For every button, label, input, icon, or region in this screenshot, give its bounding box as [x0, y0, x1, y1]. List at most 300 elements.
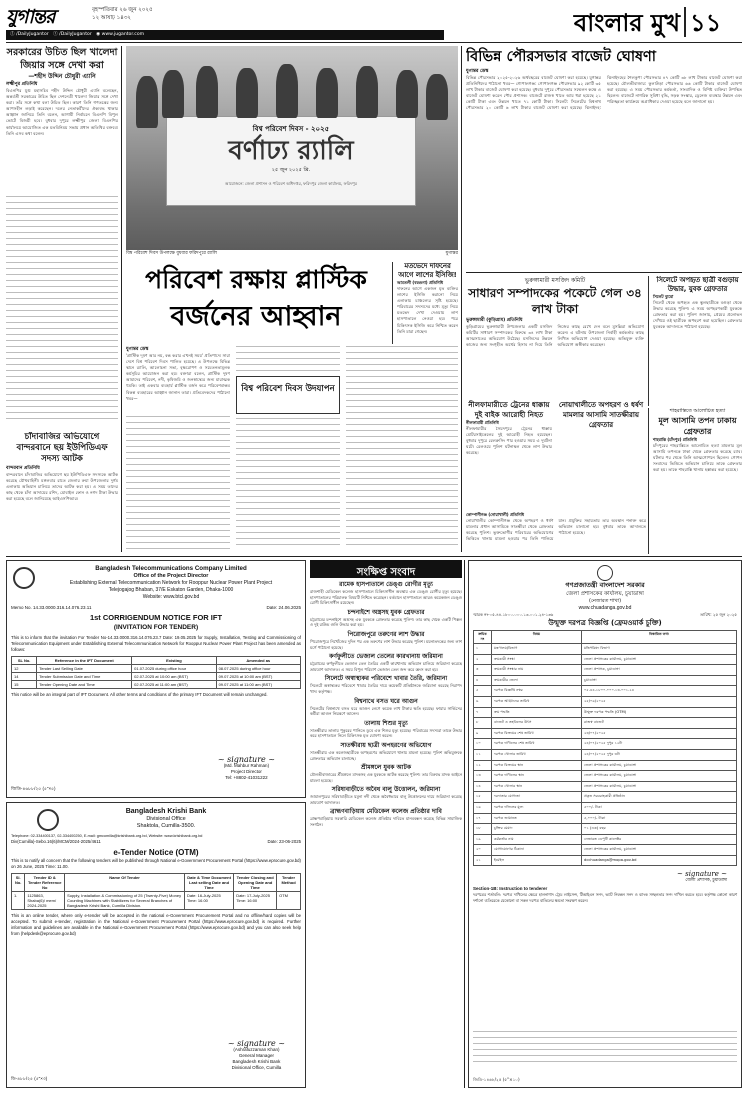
- arrest-source: বান্দরবান প্রতিনিধি: [6, 466, 40, 471]
- table-row: [474, 696, 737, 707]
- mosque-body: কুড়িগ্রামের ভুরুঙ্গামারী উপজেলার একটি মসজিদ কমিটির সাধারণ সম্পাদকের বিরুদ্ধে ৩৪ লাখ টাকা আত্মসাতের অভিযোগ উঠেছে। মসজিদের উন্নয়ন কাজের জন্য সংগৃহীত অর্থের হিসাব না দিয়ে তিনি নিজের কাছে রেখে দেন বলে মুসল্লিরা অভিযোগ করেন। এ ঘটনায় উপজেলা নির্বাহী কর্মকর্তার কাছে লিখিত অভিযোগ দেওয়া হয়েছে। অভিযুক্ত ব্যক্তি অভিযোগ অস্বীকার করেছেন।: [466, 324, 644, 348]
- table-row: [474, 834, 737, 845]
- brief-item-headline: কর্ণফুলীতে ভেজাল তেলের কারখানায় জরিমানা: [329, 653, 443, 661]
- table-cell: দরদাতার যোগ্যতা: [492, 792, 582, 803]
- table-cell: দরপত্র বিক্রয়ের শেষ তারিখ: [492, 728, 582, 739]
- table-cell: ১৮: [474, 824, 492, 835]
- table-cell: ০৫.৪৪.১৮০০.০০০.১৩.০০১.২৪: [582, 686, 737, 697]
- table-cell: ৫,০০০/- টাকা: [582, 813, 737, 824]
- abduct-headline: নোয়াখালীতে অপহরণ ও ধর্ষণ মামলার আসামি সাতক্ষীরায় গ্রেফতার: [558, 401, 644, 429]
- bkb-sign-title: General Manager: [238, 1053, 274, 1058]
- table-cell: দরপত্র দাখিলের স্থান: [492, 771, 582, 782]
- gov-table: [473, 630, 737, 866]
- table-cell: Tender Opening Date and Time: [37, 681, 132, 689]
- twitter-icon: ⓣ: [53, 32, 58, 37]
- social-strip: [6, 30, 444, 40]
- table-cell: ক্রয়কারী সংস্থার নাম: [492, 665, 582, 676]
- brief-item-body: সিলেটে অস্বাস্থ্যকর পরিবেশে খাবার তৈরির দায়ে কয়েকটি প্রতিষ্ঠানকে জরিমানা করেছে নিরাপদ খাদ্য কর্তৃপক্ষ।: [310, 683, 462, 694]
- table-row: [474, 665, 737, 676]
- gov-memo: স্মারক নং-০৫.৪৪.১৮০০.০০০.১৩.০০১.২৪-১৩৬: [473, 612, 554, 617]
- brief-item-headline: সাতক্ষীরায় ছাত্রী অপহরণের অভিযোগ: [340, 741, 432, 749]
- table-row: [474, 739, 737, 750]
- person-3: [196, 66, 218, 118]
- brief-item-headline: পিরোজপুরে তরুণের লাশ উদ্ধার: [347, 630, 425, 638]
- list-item: [310, 581, 462, 606]
- table-row: [12, 673, 301, 681]
- table-cell: জেলা প্রশাসকের কার্যালয়, চুয়াডাঙ্গা: [582, 760, 737, 771]
- table-row: [474, 718, 737, 729]
- top-photo: [126, 46, 458, 258]
- bkb-th: Sl. No.: [12, 874, 25, 892]
- table-cell: চুয়াডাঙ্গা: [582, 675, 737, 686]
- rally-banner: [166, 116, 416, 206]
- bkb-th: Tender Closing and Opening Date and Time: [234, 874, 277, 892]
- brief-list: [310, 581, 462, 828]
- shahrasti-story: [648, 408, 742, 554]
- brief-item-headline: চন্দনাইশে অস্ত্রসহ যুবক গ্রেফতার: [347, 608, 425, 616]
- table-cell: 12: [12, 665, 37, 673]
- table-cell: ১১: [474, 749, 492, 760]
- list-item: [310, 808, 462, 827]
- bkb-table: [11, 873, 301, 910]
- date-bn-2: ১২ আষাঢ় ১৪৩২: [92, 15, 131, 21]
- caption-credit: যুগান্তর: [445, 251, 458, 256]
- rescue-source: সিলেট ব্যুরো: [653, 294, 674, 299]
- main-body: 'প্লাস্টিক দূষণ আর নয়, বন্ধ করার এখনই সময়' প্রতিপাদ্যে সারা দেশে বিশ্ব পরিবেশ দিবস পালিত হয়েছে। এ উপলক্ষে বিভিন্ন স্থানে র‌্যালি, আলোচনা সভা, বৃক্ষরোপণ ও সচেতনতামূলক কর্মসূচির আয়োজন করা হয়। বক্তারা বলেন, প্লাস্টিক দূষণ আমাদের পরিবেশ, নদী, কৃষিজমি ও জনস্বাস্থ্যের জন্য মারাত্মক হুমকি। তাই একবার ব্যবহার্য প্লাস্টিক বর্জন করে পরিবেশবান্ধব বিকল্প ব্যবহারের আহ্বান জানান তারা। প্রতিবেদকদের পাঠানো খবর—: [126, 353, 230, 401]
- train-source: নীলফামারী প্রতিনিধি: [466, 420, 499, 425]
- ecg-source: আমতলী (বরগুনা) প্রতিনিধি: [397, 280, 444, 285]
- quote-body: বিএনপির যুগ্ম মহাসচিব শহীদ উদ্দিন চৌধুরী এ্যানি বলেছেন, অন্তর্বর্তী সরকারের উচিত ছিল দেশনেত্রী খালেদা জিয়ার সঙ্গে দেখা করা। তাঁর সঙ্গে কথা বলা উচিত ছিল। কারণ তিনি গণতন্ত্রের জন্য আপসহীন লড়াই করেছেন। দলের নেতাকর্মীদের ঐক্যবদ্ধ থাকার আহ্বান জানিয়ে তিনি বলেন, আগামী নির্বাচনে বিএনপি বিপুল ভোটে বিজয়ী হবে। বুধবার দুপুরে লক্ষ্মীপুর জেলা বিএনপির কার্যালয়ে আয়োজিত এক মতবিনিময় সভায় প্রধান অতিথির বক্তব্যে তিনি এসব কথা বলেন।: [6, 88, 118, 136]
- bkb-intro: This is to notify all concern that the following tenders will be published through National e-Government Procurement Portal (https://www.eprocure.gov.bd) on 26 June, 2025 Time: 11.00.: [11, 858, 301, 869]
- list-item: [310, 675, 462, 694]
- ecg-body: দাফনের আগে একজন মৃত ব্যক্তির লাশের ইসিজি করানো নিয়ে এলাকায় চাঞ্চল্যের সৃষ্টি হয়েছে। পরিবারের সদস্যদের মধ্যে মৃত্যু নিয়ে মতভেদ দেখা দেওয়ায় লাশ হাসপাতালে নেওয়া হয়। পরে চিকিৎসক ইসিজি করে নিশ্চিত করেন তিনি মারা গেছেন।: [397, 286, 458, 334]
- btcl-website[interactable]: Website: www.btcl.gov.bd: [142, 594, 200, 600]
- table-row: [12, 681, 301, 689]
- section-banner: [470, 3, 742, 40]
- mosque-source: ভুরুঙ্গামারী (কুড়িগ্রাম) প্রতিনিধি: [466, 318, 523, 323]
- person-9: [426, 74, 448, 120]
- photo-caption: [126, 250, 458, 258]
- table-cell: ২: [474, 654, 492, 665]
- rescue-headline: সিলেটে অপহৃত ছাত্রী বগুড়ায় উদ্ধার, যুবক গ্রেফতার: [656, 276, 739, 293]
- btcl-memo: Memo No. 14.33.0000.316.14.076.23.11: [11, 605, 92, 610]
- table-cell: 14: [12, 673, 37, 681]
- list-item: [310, 742, 462, 761]
- btcl-th: SL No.: [12, 657, 37, 665]
- brief-item-body: চট্টগ্রামের কর্ণফুলীতে ভেজাল তেল তৈরির একটি কারখানায় অভিযান চালিয়ে জরিমানা করেছে ভ্রাম্যমাণ আদালত। এ সময় বিপুল পরিমাণ ভেজাল তেল জব্দ করে ধ্বংস করা হয়।: [310, 661, 462, 672]
- table-cell: দরপত্র বিজ্ঞপ্তি নম্বর: [492, 686, 582, 697]
- bkb-th: Tender Method: [277, 874, 301, 892]
- main-headline: [126, 262, 386, 342]
- masthead-date: [92, 6, 222, 26]
- table-cell: মন্ত্রণালয়/বিভাগ: [492, 644, 582, 655]
- shahrasti-source: শাহরাস্তি (চাঁদপুর) প্রতিনিধি: [653, 437, 697, 442]
- brief-item-body: সিলেটের বিশ্বনাথে বসত ঘরে আগুন লেগে কয়েক লাখ টাকার ক্ষতি হয়েছে। ফায়ার সার্ভিসের কর্মীরা আগুন নিয়ন্ত্রণে আনেন।: [310, 705, 462, 717]
- table-cell: 09.07.2025 at 11:00 am (BST): [216, 681, 300, 689]
- banner-org: আয়োজনে: জেলা প্রশাসন ও পরিবেশ অধিদপ্তর, ফরিদপুর জেলা কার্যালয়, ফরিদপুর: [225, 181, 357, 186]
- table-cell: 08.07.2025 during office hour: [216, 665, 300, 673]
- main-headline-line-1: পরিবেশ রক্ষায় প্লাস্টিক: [145, 265, 367, 294]
- table-cell: 1125863, Shaba(6)/ mem/ 2024-2025: [25, 892, 65, 910]
- table-cell: ২৫/০৬/২০২৫: [582, 696, 737, 707]
- logo-text: যুগান্তর: [6, 6, 55, 27]
- brief-item-headline: সরিষাবাড়ীতে অবৈধ বালু উত্তোলন, জরিমানা: [331, 786, 441, 794]
- bkb-sign-name: (Ashrafuzzaman Khan): [233, 1047, 280, 1052]
- main-box-text: বিশ্ব পরিবেশ দিবস উদযাপন: [241, 384, 335, 394]
- facebook-icon: ⓕ: [10, 32, 15, 37]
- table-cell: ১৪: [474, 781, 492, 792]
- table-cell: ৫: [474, 686, 492, 697]
- brief-news: [310, 560, 462, 1088]
- table-cell: Supply, Installation & Commissioning of 25 (Twenty-Five) Money Counting Machines with Stabilizers for Several Branches of Bangladesh Krishi Bank, Cumilla Division.: [65, 892, 185, 910]
- brief-title: সংক্ষিপ্ত সংবাদ: [356, 567, 416, 578]
- budget-headline: বিভিন্ন পৌরসভার বাজেট ঘোষণা: [466, 48, 656, 65]
- btcl-note: This notice will be an integral part of IFT Document. All other terms and conditions of the primary IFT Document will remain unchanged.: [11, 692, 268, 697]
- abduct-source: কোম্পানীগঞ্জ (নোয়াখালী) প্রতিনিধি: [466, 512, 525, 517]
- quote-headline: সরকারের উচিত ছিল খালেদা জিয়ার সঙ্গে দেখা করা: [6, 47, 118, 71]
- masthead-logo: [6, 3, 90, 27]
- train-body: নীলফামারীর সৈয়দপুরে ট্রেনের ধাক্কায় মোটরসাইকেলের দুই আরোহী নিহত হয়েছেন। বুধবার দুপুরে রেলক্রসিং পার হওয়ার সময় এ দুর্ঘটনা ঘটে। রেলওয়ে পুলিশ ঘটনাস্থল থেকে লাশ উদ্ধার করেছে।: [466, 426, 552, 456]
- quote-source: লক্ষ্মীপুর প্রতিনিধি: [6, 82, 38, 87]
- brief-item-headline: বিশ্বনাথে বসত ঘরে আগুন: [354, 697, 418, 705]
- table-cell: ইমেইল: [492, 855, 582, 866]
- btcl-table: [11, 656, 301, 689]
- gov-th: বিস্তারিত তথ্য: [582, 631, 737, 644]
- brief-item-body: সাতক্ষীরার তালায় পুকুরের পানিতে ডুবে এক শিশুর মৃত্যু হয়েছে। পরিবারের সদস্যরা তাকে উদ্ধার করে হাসপাতালে নিলে চিকিৎসক মৃত ঘোষণা করেন।: [310, 727, 462, 739]
- shahrasti-body: চাঁদপুরের শাহরাস্তিতে আলোচিত হত্যা মামলার মূল আসামি তপনকে ঢাকা থেকে গ্রেফতার করেছে র‌্যাব। ঘটনার পর থেকে তিনি আত্মগোপনে ছিলেন। গোপন সংবাদের ভিত্তিতে অভিযান চালিয়ে তাকে গ্রেফতার করা হয়। তাকে শাহরাস্তি থানায় হস্তান্তর করা হয়েছে।: [653, 443, 742, 473]
- table-cell: 09.07.2025 at 10:00 am (BST): [216, 673, 300, 681]
- gov-th: বিষয়: [492, 631, 582, 644]
- gov-instructions: দরপত্রের শর্তাবলি: দরপত্র দাখিলের ক্ষেত্রে হালনাগাদ ট্রেড লাইসেন্স, টিআইএন সনদ, ভ্যাট নিবন্ধন সনদ ও ব্যাংক সচ্ছলতার সনদ দাখিল করতে হবে। কর্তৃপক্ষ কোনো কারণ দর্শানো ব্যতিরেকে যেকোনো বা সকল দরপত্র বাতিলের ক্ষমতা সংরক্ষণ করেন।: [473, 892, 737, 903]
- bkb-office: Divisional Office: [146, 816, 186, 822]
- btcl-office: Office of the Project Director: [133, 573, 209, 579]
- social-handle-2[interactable]: /DailyJugantor: [59, 32, 92, 37]
- table-cell: ১৩: [474, 771, 492, 782]
- table-cell: বাজেট ও তহবিলের উৎস: [492, 718, 582, 729]
- btcl-ad: [6, 560, 306, 798]
- btcl-th: Reference in the IFT Document: [37, 657, 132, 665]
- table-cell: ১৫: [474, 792, 492, 803]
- bkb-signature: ~ signature ~: [227, 1039, 285, 1048]
- main-body-col-3: [346, 346, 458, 550]
- gov-line-1: গণপ্রজাতন্ত্রী বাংলাদেশ সরকার: [565, 581, 645, 589]
- bkb-ref: Div(Cumilla)-Sebo.16(6)/MCM/2024-2025/4611: [11, 839, 101, 844]
- gov-signature: ~ signature ~: [677, 870, 727, 879]
- table-cell: ১৯: [474, 834, 492, 845]
- gov-tender: [468, 560, 742, 1088]
- main-headline-line-2: বর্জনের আহ্বান: [170, 301, 342, 332]
- table-cell: প্রকৃত সরবরাহকারী প্রতিষ্ঠান: [582, 792, 737, 803]
- banner-big-text: বর্ণাঢ্য র‌্যালি: [228, 136, 354, 166]
- table-row: [474, 675, 737, 686]
- table-cell: দরপত্র আহ্বানের তারিখ: [492, 696, 582, 707]
- budget-source: যুগান্তর ডেস্ক: [466, 69, 489, 74]
- abduct-body: নোয়াখালীর কোম্পানীগঞ্জ থেকে অপহরণ ও ধর্ষণ মামলার প্রধান আসামিকে সাতক্ষীরা থেকে গ্রেফতার করেছে পুলিশ। ভুক্তভোগীর পরিবারের অভিযোগের ভিত্তিতে থানায় মামলা হওয়ার পর তিনি পালিয়ে যান। প্রযুক্তির সহায়তায় তার অবস্থান শনাক্ত করে অভিযান চালানো হয়। বুধবার তাকে আদালতে পাঠানো হয়েছে।: [466, 518, 646, 542]
- brief-item-body: ব্রাহ্মণবাড়িয়ায় সরকারি মেডিকেল কলেজ প্রতিষ্ঠার দাবিতে মানববন্ধন করেছে বিভিন্ন সামাজিক সংগঠন।: [310, 816, 462, 828]
- date-bn: বৃহস্পতিবার ২৬ জুন ২০২৫: [92, 7, 153, 13]
- table-cell: ৬: [474, 696, 492, 707]
- table-cell: মন্ত্রিপরিষদ বিভাগ: [582, 644, 737, 655]
- table-cell: যোগাযোগের ঠিকানা: [492, 845, 582, 856]
- btcl-org: Bangladesh Telecommunications Company Limited: [95, 565, 247, 572]
- mosque-story: [466, 276, 644, 396]
- table-cell: রাজস্ব বাজেট: [582, 718, 737, 729]
- table-row: [474, 654, 737, 665]
- table-cell: ১: [474, 644, 492, 655]
- btcl-logo-icon: [13, 567, 35, 589]
- page-number: ১১: [690, 8, 722, 37]
- table-cell: উন্মুক্ত দরপত্র পদ্ধতি (OTM): [582, 707, 737, 718]
- gov-code: জিডি-১৪৬৮/২৫ (৫"×১০): [473, 1077, 520, 1082]
- btcl-project: Establishing External Telecommunication Network for Rooppur Nuclear Power Plant Project: [69, 580, 273, 586]
- shahrasti-headline: মূল আসামি তপন ঢাকায় গ্রেফতার: [658, 416, 737, 436]
- left-col-divider: [121, 46, 122, 552]
- table-cell: ০১ (এক) বছর: [582, 824, 737, 835]
- bkb-org: Bangladesh Krishi Bank: [125, 808, 207, 815]
- bkb-title: e-Tender Notice (OTM): [113, 848, 199, 857]
- abduct-story: [556, 400, 646, 440]
- table-row: [474, 792, 737, 803]
- rescue-body: সিলেট থেকে অপহৃত এক স্কুলছাত্রীকে বগুড়া থেকে উদ্ধার করেছে পুলিশ। এ সময় অপহরণকারী যুবককে গ্রেফতার করা হয়। পুলিশ জানায়, প্রেমের প্রলোভন দেখিয়ে ওই ছাত্রীকে অপহরণ করা হয়েছিল। গ্রেফতার যুবককে আদালতে পাঠানো হয়েছে।: [653, 300, 742, 330]
- table-cell: দরপত্র বিক্রয়ের স্থান: [492, 760, 582, 771]
- table-row: [474, 855, 737, 866]
- table-cell: দরপত্র দলিলের মূল্য: [492, 802, 582, 813]
- gov-website[interactable]: www.chuadanga.gov.bd: [578, 605, 632, 611]
- table-row: [12, 892, 301, 910]
- rescue-story: [648, 276, 742, 406]
- abduct-body-block: [466, 512, 646, 552]
- table-cell: জেলা প্রশাসকের কার্যালয়, চুয়াডাঙ্গা: [582, 845, 737, 856]
- ecg-story: [392, 262, 458, 344]
- gov-th: ক্রমিক নং: [474, 631, 492, 644]
- caption-text: বিশ্ব পরিবেশ দিবস উপলক্ষে বুধবার ফরিদপুরে র‌্যালি: [126, 251, 218, 256]
- btcl-th: Amended as: [216, 657, 300, 665]
- brief-item-headline: শ্রীমঙ্গলে যুবক আটক: [360, 764, 412, 772]
- arrest-body: বান্দরবানে চাঁদাবাজির অভিযোগে ছয় ইউপিডিএফ সদস্যকে আটক করেছে যৌথবাহিনী। মঙ্গলবার রাতে জেলার রুমা উপজেলার দুর্গম এলাকায় অভিযান চালিয়ে তাদের আটক করা হয়। এ সময় তাদের কাছ থেকে চাঁদা আদায়ের রশিদ, মোবাইল ফোন ও নগদ টাকা উদ্ধার করা হয়েছে বলে জানিয়েছে আইএসপিআর।: [6, 472, 118, 502]
- bkb-th: Tender ID & Tender Reference No: [25, 874, 65, 892]
- table-cell: দরপত্র খোলার তারিখ: [492, 749, 582, 760]
- table-cell: Tender Last Selling Date: [37, 665, 132, 673]
- table-row: [474, 802, 737, 813]
- btcl-date: Date: 24.06.2025: [266, 605, 301, 610]
- table-row: [474, 728, 737, 739]
- gov-instructions-title: Section-1B: Instruction to tenderer: [473, 886, 548, 892]
- table-row: [12, 665, 301, 673]
- table-row: [474, 707, 737, 718]
- banner-date: ২৫ জুন ২০২৫ খ্রি.: [271, 167, 311, 173]
- person-4: [236, 68, 258, 118]
- btcl-sign-title: Project Director: [230, 769, 262, 774]
- table-cell: দরপত্র দাখিলের শেষ তারিখ: [492, 739, 582, 750]
- table-cell: Tender Submission Date and Time: [37, 673, 132, 681]
- ecg-headline: মতভেদে দাফনের আগে লাশের ইসিজি!: [398, 262, 457, 279]
- table-cell: Date: 16-July-2025 Time: 16.00: [184, 892, 233, 910]
- table-cell: dcchuadanga@mopa.gov.bd: [582, 855, 737, 866]
- quote-byline: —শহীদ উদ্দিন চৌধুরী এ্যানি: [28, 73, 96, 80]
- brief-item-body: পিরোজপুরে নিখোঁজের দুদিন পর এক তরুণের লাশ উদ্ধার করেছে পুলিশ। ময়নাতদন্তের জন্য লাশ মর্গে পাঠানো হয়েছে।: [310, 638, 462, 650]
- table-cell: ৯: [474, 728, 492, 739]
- table-cell: 02.07.2025 at 10:00 am (BST): [132, 673, 216, 681]
- arrest-headline: চাঁদাবাজির অভিযোগে বান্দরবানে ছয় ইউপিডিএফ সদস্য আটক: [16, 432, 108, 464]
- list-item: [310, 631, 462, 650]
- table-row: [474, 781, 737, 792]
- section-divider: [684, 7, 686, 37]
- brief-title-bar: [310, 560, 462, 578]
- table-cell: ক্রয় পদ্ধতি: [492, 707, 582, 718]
- table-cell: ৫০০/- টাকা: [582, 802, 737, 813]
- table-row: [474, 771, 737, 782]
- list-item: [310, 720, 462, 739]
- table-cell: নেজারত ডেপুটি কালেক্টর: [582, 834, 737, 845]
- gov-sign: জেলা প্রশাসক, চুয়াডাঙ্গা: [685, 878, 727, 884]
- brief-item-body: মৌলভীবাজারের শ্রীমঙ্গলে মাদকসহ এক যুবককে আটক করেছে পুলিশ। তার বিরুদ্ধে মাদক আইনে মামলা হয়েছে।: [310, 772, 462, 783]
- person-2: [162, 70, 184, 118]
- gov-date: তারিখ: ২৫ জুন ২০২৫: [700, 612, 737, 617]
- bkb-sign-org: Bangladesh Krishi Bank: [232, 1059, 281, 1064]
- btcl-th: Existing: [132, 657, 216, 665]
- quote-body-continued: [6, 196, 118, 421]
- brief-item-headline: তালায় শিশুর মৃত্যু: [364, 719, 408, 727]
- train-story: [466, 400, 552, 510]
- table-cell: 02.07.2025 at 11:00 am (BST): [132, 681, 216, 689]
- budget-story: [466, 46, 742, 270]
- table-cell: ২০: [474, 845, 492, 856]
- main-source: যুগান্তর ডেস্ক: [126, 347, 149, 352]
- brief-item-body: রাজশাহী মেডিকেল কলেজ হাসপাতালে চিকিৎসাধীন অবস্থায় এক ডেঙ্গু রোগীর মৃত্যু হয়েছে। হাসপাতালের পরিচালক বিষয়টি নিশ্চিত করেছেন। বর্তমানে হাসপাতালে আরও কয়েকজন ডেঙ্গু রোগী চিকিৎসাধীন রয়েছেন।: [310, 589, 462, 606]
- list-item: [310, 609, 462, 628]
- table-cell: ২৪/০৭/২০২৫ দুপুর ৩টা: [582, 749, 737, 760]
- gov-emblem-icon: [597, 565, 613, 581]
- table-row: [474, 749, 737, 760]
- social-handle-1[interactable]: /DailyJugantor: [16, 32, 49, 37]
- table-cell: দরপত্র জামানত: [492, 813, 582, 824]
- table-cell: 01.07.2025 during office hour: [132, 665, 216, 673]
- bkb-th: Name Of Tender: [65, 874, 185, 892]
- table-cell: ২১: [474, 855, 492, 866]
- table-cell: জেলা প্রশাসকের কার্যালয়, চুয়াডাঙ্গা: [582, 781, 737, 792]
- table-row: [474, 686, 737, 697]
- brief-item-headline: রামেক হাসপাতালে ডেঙ্গু রোগীর মৃত্যু: [339, 581, 433, 588]
- arrest-story: [6, 432, 118, 552]
- bkb-note: This is an online tender, where only e-tender will be accepted in the national e-Government Procurement Portal and no offline/hard copies will be accepted. To submit e-tender, registration in the National e-Government Procurement Portal (https://www.eprocure.gov.bd) is required. Further information and guidelines are available in the National e-Government Procurement Portal (https://www.eprocure.gov.bd) and you can also seek help from (helpdesk@eprocure.gov.bd): [11, 913, 301, 936]
- main-body-col-1: [126, 416, 230, 550]
- btcl-code: জিডি-৪৬৮৮/২৫ (৫"×৫): [11, 786, 56, 791]
- bkb-date: Date: 23-06-2025: [267, 839, 301, 844]
- table-cell: ৪: [474, 675, 492, 686]
- table-cell: ৩: [474, 665, 492, 676]
- mosque-kicker: ভুরুঙ্গামারী মসজিদ কমিটি: [524, 277, 586, 284]
- table-cell: 1.: [12, 892, 25, 910]
- table-cell: 15: [12, 681, 37, 689]
- table-cell: ১৭: [474, 813, 492, 824]
- bkb-th: Date & Time Document Last selling Date and Time: [184, 874, 233, 892]
- bkb-code: ডি-৪৮৮/২৫ (৫"×৩): [11, 1076, 48, 1081]
- gov-title: উন্মুক্ত দরপত্র বিজ্ঞপ্তি (ফ্রেমওয়ার্ক চুক্তি): [548, 619, 662, 627]
- table-cell: দরপত্র খোলার স্থান: [492, 781, 582, 792]
- section-title: বাংলার মুখ: [573, 8, 680, 37]
- btcl-sign-name: (Md. Mahbur Rahman): [223, 763, 270, 768]
- brief-item-headline: ব্রাহ্মণবাড়িয়ায় মেডিকেল কলেজ প্রতিষ্ঠার দাবি: [330, 808, 442, 816]
- brief-item-body: জামালপুরের সরিষাবাড়ীতে যমুনা নদী থেকে অবৈধভাবে বালু উত্তোলনের দায়ে জরিমানা করেছে ভ্রাম্যমাণ আদালত।: [310, 794, 462, 805]
- brief-item-body: চট্টগ্রামের চন্দনাইশে অস্ত্রসহ এক যুবককে গ্রেফতার করেছে পুলিশ। তার কাছ থেকে একটি পিস্তল ও দুই রাউন্ড গুলি উদ্ধার করা হয়।: [310, 616, 462, 628]
- table-row: [474, 813, 737, 824]
- btcl-address: Telejogajog Bhaban, 37/E Eskaton Garden, Dhaka-1000: [108, 587, 234, 593]
- gov-instructions-lines: [473, 1031, 737, 1067]
- train-headline: নীলফামারীতে ট্রেনের ধাক্কায় দুই বাইক আরোহী নিহত: [468, 400, 550, 419]
- list-item: [310, 653, 462, 672]
- main-story: [126, 346, 458, 552]
- btcl-title-1: 1st CORRIGENDUM NOTICE FOR IFT: [89, 613, 223, 622]
- list-item: [310, 698, 462, 717]
- center-right-divider: [461, 46, 462, 552]
- table-cell: Date: 17-July-2025 Time: 16:00: [234, 892, 277, 910]
- table-cell: ১০: [474, 739, 492, 750]
- shahrasti-kicker: শাহরাস্তিতে আলোচিত হত্যা: [669, 408, 726, 414]
- gov-line-2: জেলা প্রশাসকের কার্যালয়, চুয়াডাঙ্গা: [566, 591, 644, 597]
- table-cell: ১৬: [474, 802, 492, 813]
- brief-divider: [464, 560, 465, 1088]
- btcl-sign-tel: Tel: +8802-41031222: [225, 775, 268, 780]
- budget-body: বিভিন্ন পৌরসভার ২০২৫-২০২৬ অর্থবছরের বাজেট ঘোষণা করা হয়েছে। যুগান্তর প্রতিনিধিদের পাঠানো খবর— গোপালগঞ্জ: গোপালগঞ্জ পৌরসভার ৯২ কোটি ৩৫ লাখ টাকার বাজেট ঘোষণা করা হয়েছে। বুধবার দুপুরে পৌরসভার সম্মেলন কক্ষে এ বাজেট ঘোষণা করেন পৌর প্রশাসক। বাজেটে রাজস্ব খাতে আয় ধরা হয়েছে ২১ কোটি টাকা এবং উন্নয়ন খাতে ৭১ কোটি টাকা। সিলেট: সিলেটের বিশ্বনাথ পৌরসভার ২০ কোটি ৬ লাখ টাকার বাজেট ঘোষণা করা হয়েছে। ঝিনাইদহ: ঝিনাইদহের শৈলকুপা পৌরসভার ৪৭ কোটি ৩৮ লাখ টাকার বাজেট ঘোষণা করা হয়েছে। মৌলভীবাজার: কুলাউড়া পৌরসভার ৬৬ কোটি টাকার বাজেট ঘোষণা করা হয়েছে। এ সময় পৌরসভার কর্মকর্তা, সাংবাদিক ও বিশিষ্ট ব্যক্তিরা উপস্থিত ছিলেন। বাজেটে নাগরিক সুবিধা বৃদ্ধি, সড়ক সংস্কার, ড্রেনেজ ব্যবস্থার উন্নয়ন এবং পরিচ্ছন্নতা কার্যক্রমে অগ্রাধিকার দেওয়া হয়েছে বলে জানানো হয়।: [466, 75, 742, 111]
- globe-icon: ◉: [96, 32, 101, 37]
- masthead-rule: [6, 42, 742, 43]
- btcl-title-2: (INVITATION FOR TENDER): [113, 624, 199, 631]
- list-item: [310, 764, 462, 783]
- table-cell: ৭: [474, 707, 492, 718]
- table-cell: OTM: [277, 892, 301, 910]
- main-box: [236, 376, 340, 414]
- mosque-headline: সাধারণ সম্পাদকের পকেটে গেল ৩৪ লাখ টাকা: [468, 286, 642, 316]
- mid-page-rule: [6, 556, 742, 557]
- person-1: [136, 76, 158, 128]
- table-cell: ক্রয়কারী সংস্থা: [492, 654, 582, 665]
- table-cell: ৮: [474, 718, 492, 729]
- bkb-ad: [6, 802, 306, 1088]
- btcl-signature: ~ signature ~: [217, 755, 275, 764]
- table-cell: কর্মকর্তার নাম: [492, 834, 582, 845]
- bkb-logo-icon: [37, 809, 59, 831]
- btcl-intro: This is to inform that the invitation For Tender No-14.33.0000.316.14.076.23.7 Date: 19.05.2025 for Supply, Installation, Testing and Commissioning of Telecommunication Equipment under Establishing External Telecommunication Network for Rooppur Nuclear Power Plant Project has been amended as follows:: [11, 635, 301, 652]
- person-5: [276, 64, 298, 118]
- table-row: [474, 845, 737, 856]
- table-cell: জেলা প্রশাসক, চুয়াডাঙ্গা: [582, 665, 737, 676]
- main-body-col-2b: [236, 418, 340, 550]
- table-cell: জেলা প্রশাসকের কার্যালয়, চুয়াডাঙ্গা: [582, 771, 737, 782]
- table-row: [474, 760, 737, 771]
- gov-line-3: (নেজারত শাখা): [588, 598, 622, 604]
- table-row: [474, 644, 737, 655]
- table-cell: চুক্তির মেয়াদ: [492, 824, 582, 835]
- person-6: [316, 68, 338, 118]
- bkb-sign-office: Divisional Office, Cumilla: [231, 1065, 282, 1070]
- table-cell: ২৩/০৭/২০২৫: [582, 728, 737, 739]
- table-cell: ক্রয়কারীর জেলা: [492, 675, 582, 686]
- table-cell: ১২: [474, 760, 492, 771]
- person-8: [396, 70, 418, 118]
- brief-item-headline: সিলেটে অস্বাস্থ্যকর পরিবেশে খাবার তৈরি, জরিমানা: [324, 675, 448, 683]
- list-item: [310, 786, 462, 805]
- main-body-col-2a: [236, 346, 340, 374]
- table-cell: ২৪/০৭/২০২৫ দুপুর ১২টা: [582, 739, 737, 750]
- person-7: [356, 66, 378, 118]
- banner-title: বিশ্ব পরিবেশ দিবস - ২০২৫: [252, 125, 330, 133]
- bkb-place: Shaktola, Cumilla-3500.: [136, 823, 196, 829]
- table-cell: জেলা প্রশাসকের কার্যালয়, চুয়াডাঙ্গা: [582, 654, 737, 665]
- budget-rule: [466, 272, 742, 273]
- bkb-contact: Telephone: 02-334400137, 02-334400250, E-mail: gmcomilla@krishibank.org.bd, Website: www.krishibank.org.bd: [11, 834, 203, 838]
- quote-story: [6, 46, 118, 426]
- website-link[interactable]: www.jugantor.com: [101, 32, 145, 37]
